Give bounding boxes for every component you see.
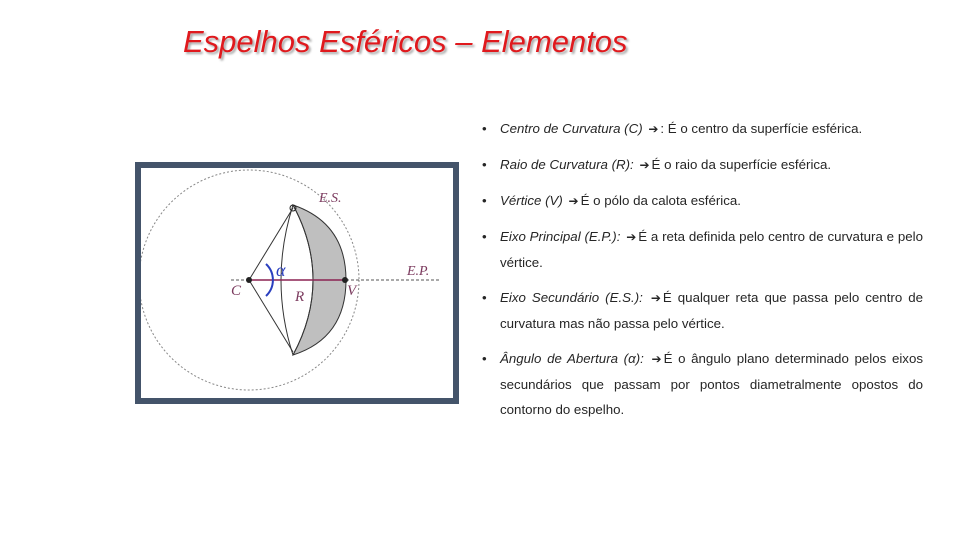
list-item bbox=[478, 224, 923, 275]
bullet-term: Centro de Curvatura (C) bbox=[500, 121, 643, 136]
arrow-right-icon: ➔ bbox=[648, 122, 659, 136]
bullet-term: Eixo Secundário (E.S.): bbox=[500, 290, 643, 305]
bullet-text: É qualquer reta que passa pelo centro de curvatura mas não passa pelo vértice. bbox=[500, 290, 924, 331]
arrow-right-icon: ➔ bbox=[650, 291, 661, 305]
bullet-text: : É o centro da superfície esférica. bbox=[660, 121, 863, 136]
list-item bbox=[478, 188, 923, 214]
label-ep: E.P. bbox=[407, 264, 430, 279]
label-c: C bbox=[231, 283, 242, 299]
arrow-right-icon: ➔ bbox=[568, 194, 579, 208]
center-point bbox=[246, 277, 252, 283]
definitions-list bbox=[478, 116, 923, 432]
spherical-mirror-figure bbox=[135, 162, 459, 404]
bullet-text: É o ângulo plano determinado pelos eixos secundários que passam por pontos diametralmente opostos do contorno do espelho. bbox=[500, 351, 923, 417]
bullet-text: É o pólo da calota esférica. bbox=[580, 193, 741, 208]
label-alpha: α bbox=[276, 260, 286, 280]
bullet-term: Ângulo de Abertura (α): bbox=[500, 351, 644, 366]
bullet-term: Raio de Curvatura (R): bbox=[500, 157, 634, 172]
spherical-mirror-diagram bbox=[141, 168, 453, 398]
list-item bbox=[478, 152, 923, 178]
arrow-right-icon: ➔ bbox=[626, 230, 637, 244]
arrow-right-icon: ➔ bbox=[639, 158, 650, 172]
label-es: E.S. bbox=[319, 191, 342, 206]
slide-title: Espelhos Esféricos – Elementos bbox=[183, 24, 628, 59]
list-item bbox=[478, 116, 923, 142]
bullet-text: É a reta definida pelo centro de curvatura e pelo vértice. bbox=[500, 229, 923, 270]
bullet-text: É o raio da superfície esférica. bbox=[651, 157, 832, 172]
bullet-term: Vértice (V) bbox=[500, 193, 563, 208]
list-item bbox=[478, 285, 923, 336]
list-item bbox=[478, 346, 923, 422]
label-v: V bbox=[347, 283, 357, 299]
label-r: R bbox=[295, 289, 305, 305]
arrow-right-icon: ➔ bbox=[651, 352, 662, 366]
bullet-term: Eixo Principal (E.P.): bbox=[500, 229, 621, 244]
